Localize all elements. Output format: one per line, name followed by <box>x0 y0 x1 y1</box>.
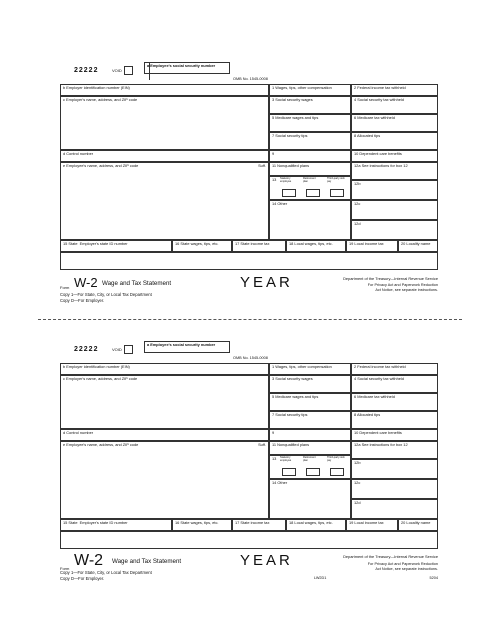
box13-statutory-label: Statutory employee <box>280 177 292 183</box>
box18-cell[interactable]: 18 Local wages, tips, etc. <box>286 240 346 252</box>
void-checkbox[interactable] <box>124 66 133 75</box>
box15-state-cell[interactable]: 15 State Employer's state ID number <box>60 240 172 252</box>
void-checkbox[interactable] <box>124 345 133 354</box>
employer-name-cell[interactable]: c Employer's name, address, and ZIP code <box>60 96 269 150</box>
copy-1-label: Copy 1—For State, City, or Local Tax Department <box>60 292 152 297</box>
box8-cell[interactable]: 8 Allocated tips <box>351 132 438 150</box>
tax-year: YEAR <box>240 274 293 291</box>
form-number: W-2 <box>74 552 104 569</box>
form-prefix: Form <box>60 285 70 290</box>
box5-cell[interactable]: 5 Medicare wages and tips <box>269 114 351 132</box>
box19-cell[interactable]: 19 Local income tax <box>346 519 398 531</box>
form-code-s: 5204 <box>429 576 438 580</box>
form-code: 22222 <box>74 67 99 74</box>
box9-cell[interactable]: 9 <box>269 150 351 162</box>
box13-sick-label: Third-party sick pay <box>327 456 345 462</box>
privacy-notice-2: Act Notice, see separate instructions. <box>375 288 438 292</box>
box20-cell[interactable]: 20 Locality name <box>398 240 438 252</box>
box14-cell[interactable]: 14 Other <box>269 200 351 240</box>
ssn-cell[interactable]: a Employee's social security number <box>144 62 230 74</box>
box7-cell[interactable]: 7 Social security tips <box>269 132 351 150</box>
form-prefix: Form <box>60 566 70 571</box>
box13-retirement-label: Retirement plan <box>303 456 316 462</box>
box2-cell[interactable]: 2 Federal income tax withheld <box>351 84 438 96</box>
box12b-cell[interactable]: 12b <box>351 180 438 200</box>
control-number-cell[interactable]: d Control number <box>60 150 269 162</box>
box19-cell[interactable]: 19 Local income tax <box>346 240 398 252</box>
statutory-checkbox[interactable] <box>282 468 296 476</box>
perforation-line <box>38 319 462 320</box>
box1-cell[interactable]: 1 Wages, tips, other compensation <box>269 363 351 375</box>
copy-d-label: Copy D—For Employer. <box>60 576 105 581</box>
box20-cell[interactable]: 20 Locality name <box>398 519 438 531</box>
form-code-lw: LW2D1 <box>314 576 327 580</box>
employer-name-cell[interactable]: c Employer's name, address, and ZIP code <box>60 375 269 429</box>
state-entry-row[interactable] <box>60 252 438 270</box>
sick-pay-checkbox[interactable] <box>330 468 344 476</box>
box13-cell[interactable]: 13 Statutory employee Retirement plan Third-party sick pay <box>269 455 351 479</box>
box3-cell[interactable]: 3 Social security wages <box>269 375 351 393</box>
box13-cell[interactable]: 13 Statutory employee Retirement plan Third-party sick pay <box>269 176 351 200</box>
suffix-label: Suff. <box>258 442 266 447</box>
box17-cell[interactable]: 17 State income tax <box>232 519 286 531</box>
suffix-label: Suff. <box>258 163 266 168</box>
box12c-cell[interactable]: 12c <box>351 479 438 499</box>
sick-pay-checkbox[interactable] <box>330 189 344 197</box>
state-entry-row[interactable] <box>60 531 438 549</box>
copy-d-label: Copy D—For Employer. <box>60 298 105 303</box>
department-label: Department of the Treasury—Internal Revenue Service <box>343 554 438 559</box>
box6-cell[interactable]: 6 Medicare tax withheld <box>351 393 438 411</box>
box12b-cell[interactable]: 12b <box>351 459 438 479</box>
box12a-cell[interactable]: 12a See instructions for box 12 <box>351 441 438 459</box>
box1-cell[interactable]: 1 Wages, tips, other compensation <box>269 84 351 96</box>
control-number-cell[interactable]: d Control number <box>60 429 269 441</box>
box14-cell[interactable]: 14 Other <box>269 479 351 519</box>
box7-cell[interactable]: 7 Social security tips <box>269 411 351 429</box>
box12d-cell[interactable]: 12d <box>351 220 438 240</box>
privacy-notice-1: For Privacy Act and Paperwork Reduction <box>367 283 438 287</box>
box4-cell[interactable]: 4 Social security tax withheld <box>351 375 438 393</box>
ein-cell[interactable]: b Employer identification number (EIN) <box>60 84 269 96</box>
form-code: 22222 <box>74 346 99 353</box>
employee-name-cell[interactable]: e Employee's name, address, and ZIP code Suff. <box>60 441 269 519</box>
form-title: Wage and Tax Statement <box>112 558 182 565</box>
box12a-cell[interactable]: 12a See instructions for box 12 <box>351 162 438 180</box>
box18-cell[interactable]: 18 Local wages, tips, etc. <box>286 519 346 531</box>
employee-name-cell[interactable]: e Employee's name, address, and ZIP code Suff. <box>60 162 269 240</box>
box4-cell[interactable]: 4 Social security tax withheld <box>351 96 438 114</box>
privacy-notice-2: Act Notice, see separate instructions. <box>375 567 438 571</box>
box13-statutory-label: Statutory employee <box>280 456 292 462</box>
ssn-cell[interactable]: a Employee's social security number <box>144 341 230 353</box>
box8-cell[interactable]: 8 Allocated tips <box>351 411 438 429</box>
box12c-cell[interactable]: 12c <box>351 200 438 220</box>
box13-retirement-label: Retirement plan <box>303 177 316 183</box>
box13-sick-label: Third-party sick pay <box>327 177 345 183</box>
form-title: Wage and Tax Statement <box>102 280 172 287</box>
box11-cell[interactable]: 11 Nonqualified plans <box>269 441 351 455</box>
void-label: VOID <box>112 347 122 352</box>
statutory-checkbox[interactable] <box>282 189 296 197</box>
box15-state-cell[interactable]: 15 State Employer's state ID number <box>60 519 172 531</box>
box3-cell[interactable]: 3 Social security wages <box>269 96 351 114</box>
department-label: Department of the Treasury—Internal Revenue Service <box>343 276 438 281</box>
privacy-notice-1: For Privacy Act and Paperwork Reduction <box>367 562 438 566</box>
box11-cell[interactable]: 11 Nonqualified plans <box>269 162 351 176</box>
box16-cell[interactable]: 16 State wages, tips, etc. <box>172 240 232 252</box>
omb-number: OMB No. 1545-0008 <box>233 356 268 360</box>
box16-cell[interactable]: 16 State wages, tips, etc. <box>172 519 232 531</box>
box9-cell[interactable]: 9 <box>269 429 351 441</box>
box2-cell[interactable]: 2 Federal income tax withheld <box>351 363 438 375</box>
box12d-cell[interactable]: 12d <box>351 499 438 519</box>
box5-cell[interactable]: 5 Medicare wages and tips <box>269 393 351 411</box>
retirement-checkbox[interactable] <box>306 189 320 197</box>
ein-cell[interactable]: b Employer identification number (EIN) <box>60 363 269 375</box>
tax-year: YEAR <box>240 552 293 569</box>
void-label: VOID <box>112 68 122 73</box>
box10-cell[interactable]: 10 Dependent care benefits <box>351 150 438 162</box>
retirement-checkbox[interactable] <box>306 468 320 476</box>
box6-cell[interactable]: 6 Medicare tax withheld <box>351 114 438 132</box>
box17-cell[interactable]: 17 State income tax <box>232 240 286 252</box>
omb-number: OMB No. 1545-0008 <box>233 77 268 81</box>
box10-cell[interactable]: 10 Dependent care benefits <box>351 429 438 441</box>
copy-1-label: Copy 1—For State, City, or Local Tax Department <box>60 570 152 575</box>
form-number: W-2 <box>74 275 98 290</box>
